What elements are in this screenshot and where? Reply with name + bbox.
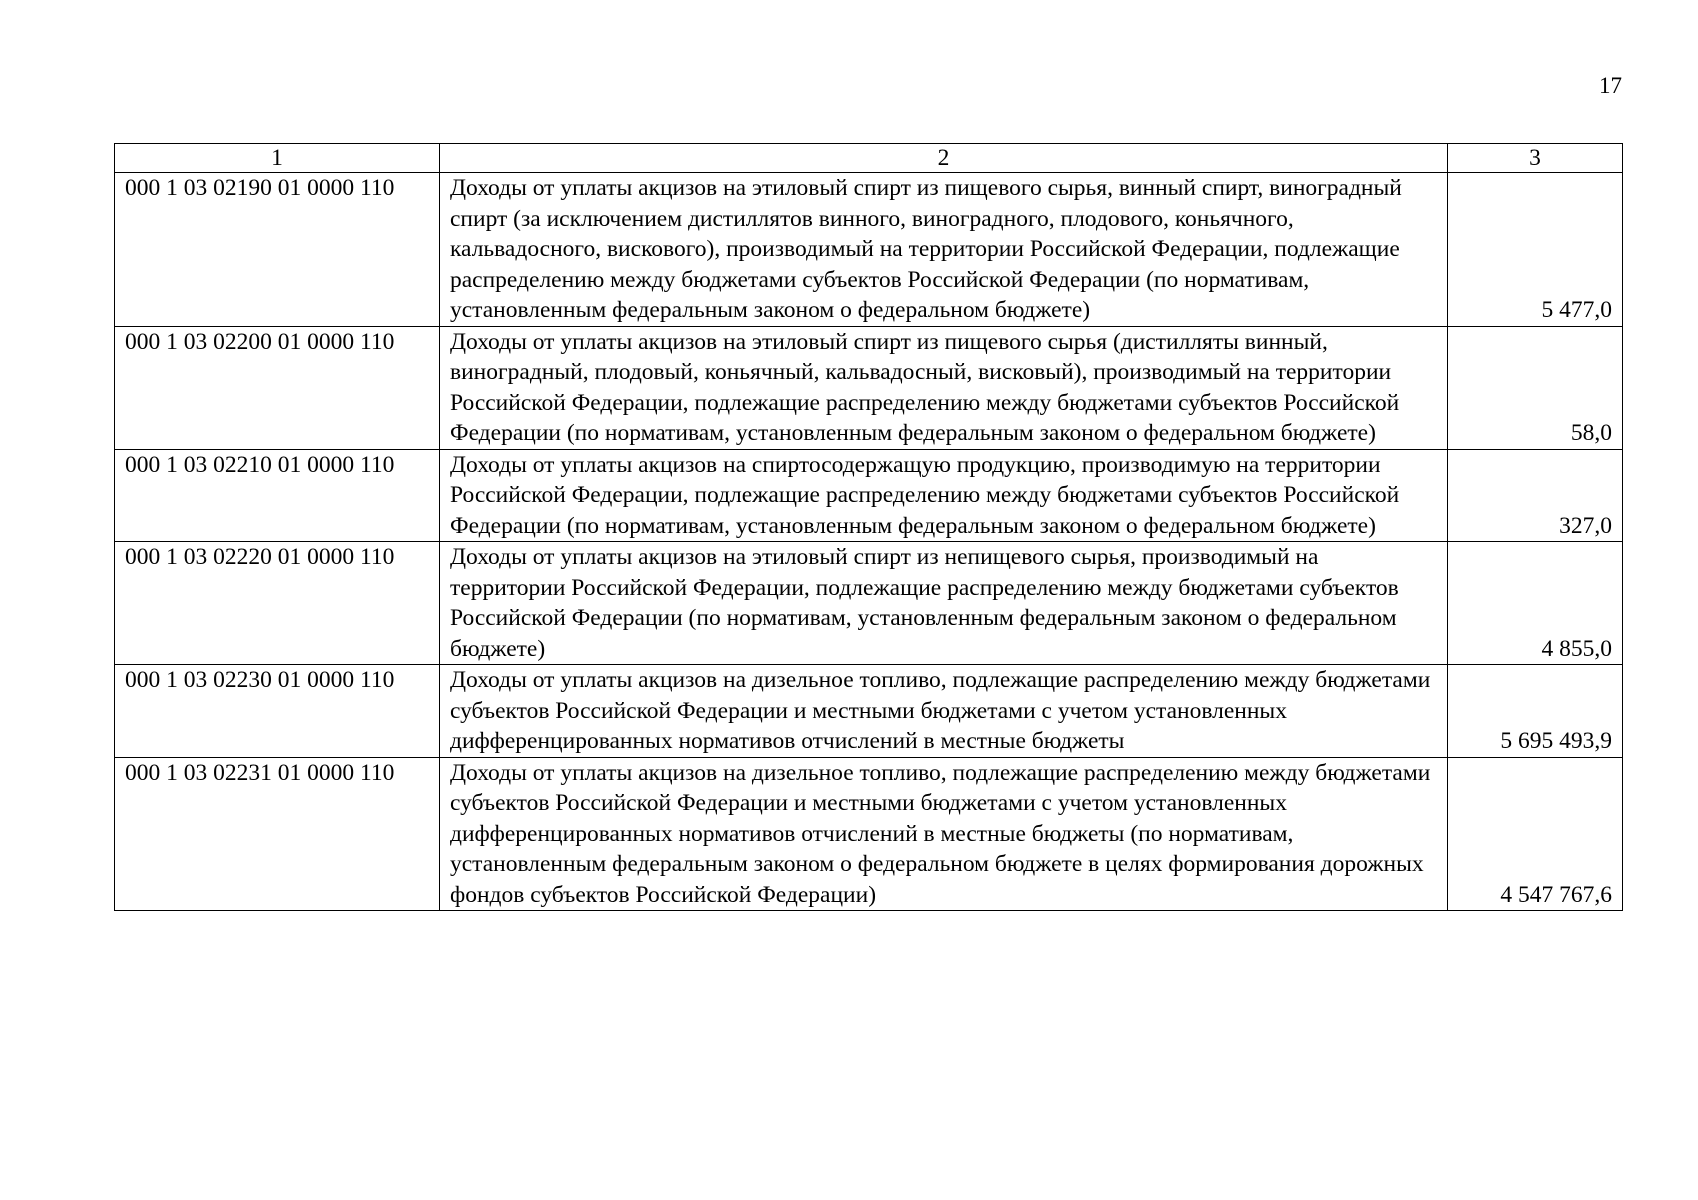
description-cell: Доходы от уплаты акцизов на этиловый спирт из пищевого сырья, винный спирт, виноградный спирт (за исключением дистиллятов винного, виноградного, плодового, коньячного, кальвадосного, вискового), производимый на территории Российской Федерации, подлежащие распределению между бюджетами субъектов Российской Федерации (по нормативам, установленным федеральным законом о федеральном бюджете) — [440, 173, 1448, 327]
budget-code-cell: 000 1 03 02210 01 0000 110 — [115, 449, 440, 542]
page-number: 17 — [1599, 73, 1622, 98]
column-header-description: 2 — [440, 144, 1448, 173]
description-cell: Доходы от уплаты акцизов на этиловый спирт из пищевого сырья (дистилляты винный, виноградный, плодовый, коньячный, кальвадосный, висковый), производимый на территории Российской Федерации, подлежащие распределению между бюджетами субъектов Российской Федерации (по нормативам, установленным федеральным законом о федеральном бюджете) — [440, 326, 1448, 449]
table-row — [115, 542, 1623, 665]
budget-code-cell: 000 1 03 02230 01 0000 110 — [115, 665, 440, 758]
amount-cell: 4 855,0 — [1448, 542, 1623, 665]
amount-cell: 4 547 767,6 — [1448, 757, 1623, 911]
description-cell: Доходы от уплаты акцизов на спиртосодержащую продукцию, производимую на территории Российской Федерации, подлежащие распределению между бюджетами субъектов Российской Федерации (по нормативам, установленным федеральным законом о федеральном бюджете) — [440, 449, 1448, 542]
column-header-code: 1 — [115, 144, 440, 173]
amount-cell: 5 477,0 — [1448, 173, 1623, 327]
description-cell: Доходы от уплаты акцизов на этиловый спирт из непищевого сырья, производимый на территории Российской Федерации, подлежащие распределению между бюджетами субъектов Российской Федерации (по нормативам, установленным федеральным законом о федеральном бюджете) — [440, 542, 1448, 665]
amount-cell: 58,0 — [1448, 326, 1623, 449]
description-cell: Доходы от уплаты акцизов на дизельное топливо, подлежащие распределению между бюджетами субъектов Российской Федерации и местными бюджетами с учетом установленных дифференцированных нормативов отчислений в местные бюджеты — [440, 665, 1448, 758]
budget-code-cell: 000 1 03 02200 01 0000 110 — [115, 326, 440, 449]
table-row — [115, 665, 1623, 758]
budget-code-cell: 000 1 03 02231 01 0000 110 — [115, 757, 440, 911]
amount-cell: 5 695 493,9 — [1448, 665, 1623, 758]
description-cell: Доходы от уплаты акцизов на дизельное топливо, подлежащие распределению между бюджетами субъектов Российской Федерации и местными бюджетами с учетом установленных дифференцированных нормативов отчислений в местные бюджеты (по нормативам, установленным федеральным законом о федеральном бюджете в целях формирования дорожных фондов субъектов Российской Федерации) — [440, 757, 1448, 911]
budget-code-cell: 000 1 03 02220 01 0000 110 — [115, 542, 440, 665]
column-header-amount: 3 — [1448, 144, 1623, 173]
amount-cell: 327,0 — [1448, 449, 1623, 542]
table-row — [115, 173, 1623, 327]
table-row — [115, 757, 1623, 911]
table-row — [115, 326, 1623, 449]
budget-code-cell: 000 1 03 02190 01 0000 110 — [115, 173, 440, 327]
table-row — [115, 449, 1623, 542]
budget-revenue-table — [114, 143, 1623, 911]
table-header-row — [115, 144, 1623, 173]
